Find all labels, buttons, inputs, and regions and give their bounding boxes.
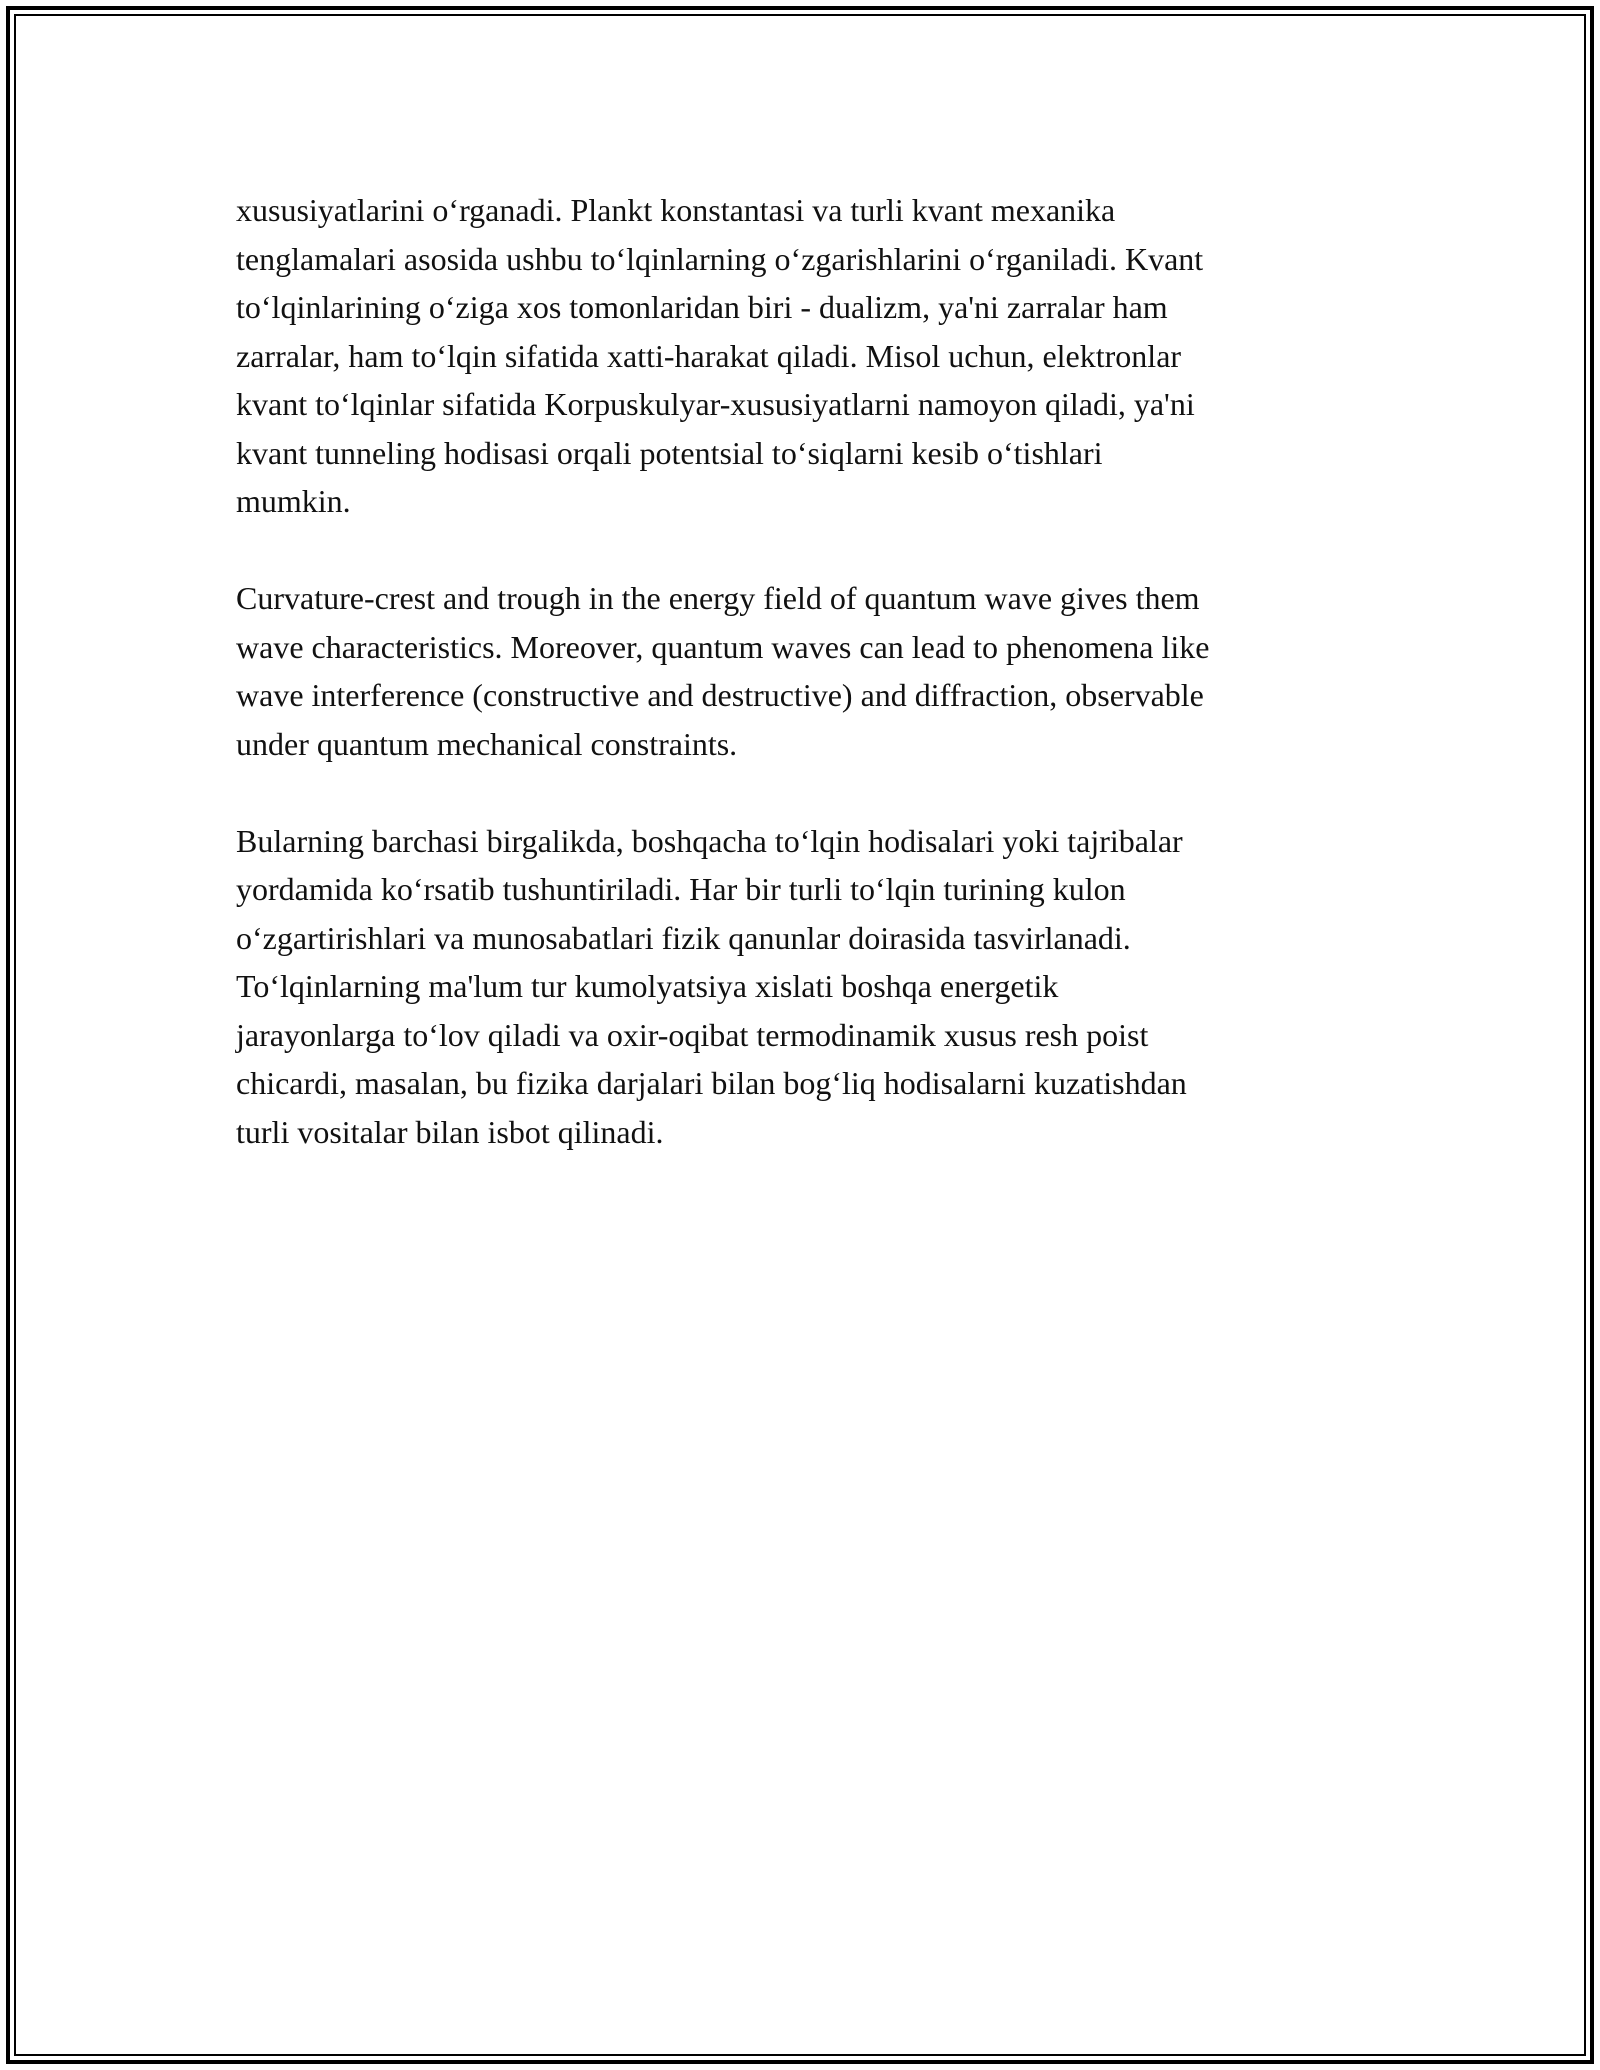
paragraph-line: mumkin. [236, 483, 351, 519]
paragraph-line: zarralar, ham to‘lqin sifatida xatti-harakat qiladi. Misol uchun, elektronlar [236, 337, 1182, 374]
paragraph-line: wave interference (constructive and destructive) and diffraction, observable [236, 677, 1204, 713]
document-body [236, 186, 1376, 1205]
paragraph-line: under quantum mechanical constraints. [236, 725, 738, 762]
paragraph-line: kvant tunneling hodisasi orqali potentsial to‘siqlarni kesib o‘tishlari [236, 434, 1103, 471]
paragraph-1 [236, 186, 1376, 526]
paragraph-line: chicardi, masalan, bu fizika darjalari bilan bog‘liq hodisalarni kuzatishdan [236, 1065, 1187, 1101]
paragraph-line: kvant to‘lqinlar sifatida Korpuskulyar-xususiyatlarni namoyon qiladi, ya'ni [236, 386, 1195, 422]
paragraph-line: wave characteristics. Moreover, quantum waves can lead to phenomena like [236, 628, 1210, 665]
paragraph-line: jarayonlarga to‘lov qiladi va oxir-oqibat termodinamik xusus resh poist [236, 1016, 1149, 1053]
paragraph-line: Curvature-crest and trough in the energy field of quantum wave gives them [236, 580, 1200, 616]
paragraph-line: yordamida ko‘rsatib tushuntiriladi. Har bir turli to‘lqin turining kulon [236, 871, 1126, 907]
paragraph-3 [236, 817, 1376, 1157]
paragraph-line: o‘zgartirishlari va munosabatlari fizik qanunlar doirasida tasvirlanadi. [236, 919, 1131, 956]
paragraph-line: to‘lqinlarining o‘ziga xos tomonlaridan biri - dualizm, ya'ni zarralar ham [236, 289, 1168, 325]
paragraph-2 [236, 574, 1376, 768]
paragraph-line: turli vositalar bilan isbot qilinadi. [236, 1113, 664, 1150]
paragraph-line: Bularning barchasi birgalikda, boshqacha to‘lqin hodisalari yoki tajribalar [236, 822, 1183, 859]
paragraph-line: To‘lqinlarning ma'lum tur kumolyatsiya xislati boshqa energetik [236, 968, 1059, 1004]
paragraph-line: xususiyatlarini o‘rganadi. Plankt konstantasi va turli kvant mexanika [236, 192, 1116, 228]
paragraph-line: tenglamalari asosida ushbu to‘lqinlarning o‘zgarishlarini o‘rganiladi. Kvant [236, 240, 1204, 277]
